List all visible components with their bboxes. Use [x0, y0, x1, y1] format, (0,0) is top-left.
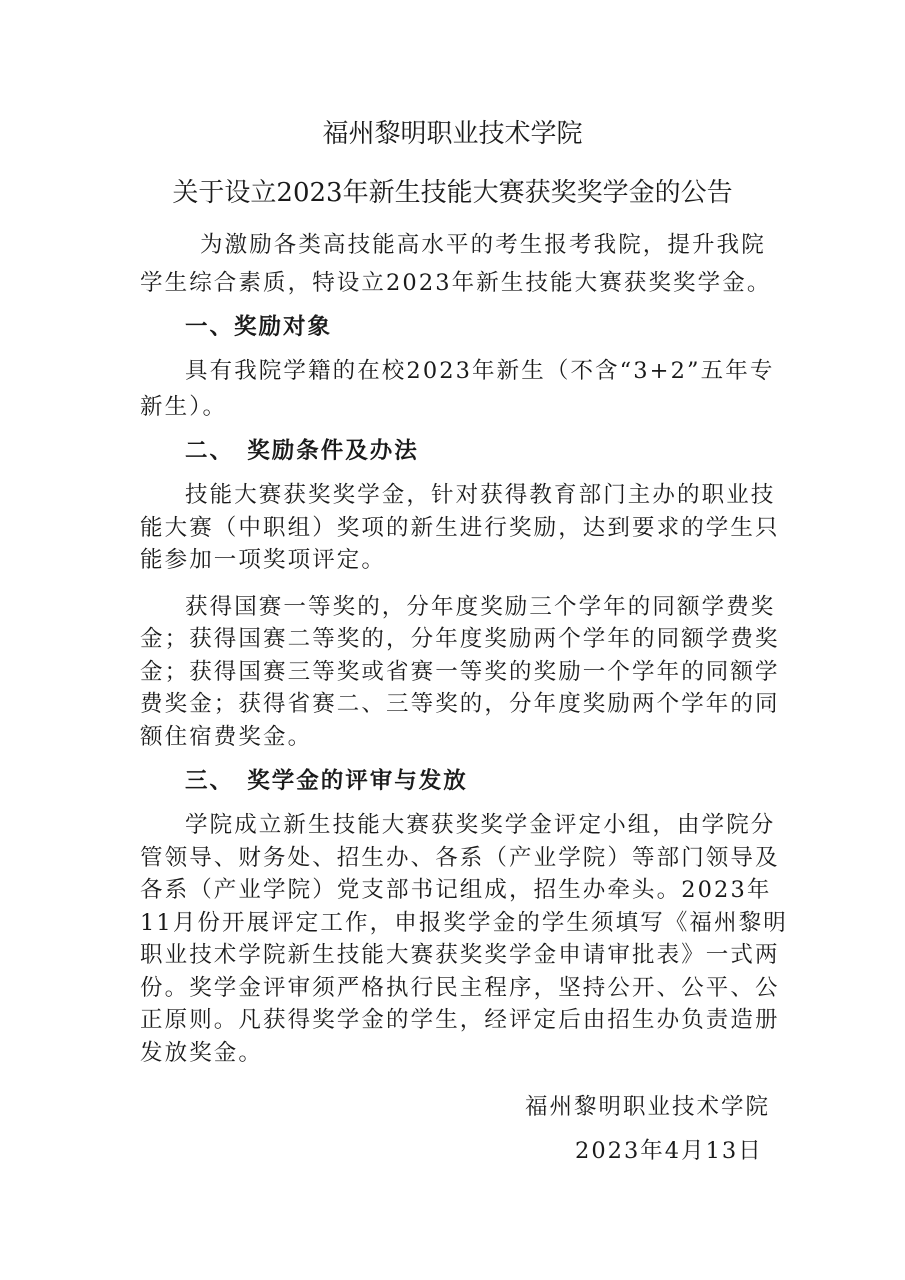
section-heading-2: 二、 奖励条件及办法 [185, 438, 419, 464]
section1-line-2: 新生）。 [140, 394, 228, 420]
section3-line-8: 发放奖金。 [140, 1040, 264, 1066]
section2-para2-line-5: 额住宿费奖金。 [140, 724, 313, 750]
section2-para2-line-1: 获得国赛一等奖的，分年度奖励三个学年的同额学费奖 [185, 594, 776, 620]
section3-line-5: 职业技术学院新生技能大赛获奖奖学金申请审批表》一式两 [140, 942, 780, 968]
section2-para1-line-2: 能大赛（中职组）奖项的新生进行奖励，达到要求的学生只 [140, 515, 780, 541]
section2-para1-line-3: 能参加一项奖项评定。 [140, 547, 387, 573]
section-heading-1: 一、奖励对象 [185, 314, 333, 340]
section3-line-4: 11月份开展评定工作，申报奖学金的学生须填写《福州黎明 [140, 910, 788, 936]
intro-line-1: 为激励各类高技能高水平的考生报考我院，提升我院 [200, 232, 766, 258]
signature-org: 福州黎明职业技术学院 [525, 1094, 771, 1120]
signature-date: 2023年4月13日 [575, 1138, 763, 1164]
section3-line-2: 管领导、财务处、招生办、各系（产业学院）等部门领导及 [140, 845, 780, 871]
document-title: 福州黎明职业技术学院 [322, 119, 583, 149]
section2-para2-line-3: 金；获得国赛三等奖或省赛一等奖的奖励一个学年的同额学 [140, 659, 780, 685]
section3-line-3: 各系（产业学院）党支部书记组成，招生办牵头。2023年 [140, 877, 772, 903]
section3-line-7: 正原则。凡获得奖学金的学生，经评定后由招生办负责造册 [140, 1007, 780, 1033]
section1-line-1: 具有我院学籍的在校2023年新生（不含“3+2”五年专 [185, 358, 775, 384]
section2-para1-line-1: 技能大赛获奖奖学金，针对获得教育部门主办的职业技 [185, 482, 776, 508]
intro-line-2: 学生综合素质，特设立2023年新生技能大赛获奖奖学金。 [140, 270, 772, 296]
document-subtitle: 关于设立2023年新生技能大赛获奖奖学金的公告 [172, 178, 733, 208]
section2-para2-line-2: 金；获得国赛二等奖的，分年度奖励两个学年的同额学费奖 [140, 626, 780, 652]
section3-line-1: 学院成立新生技能大赛获奖奖学金评定小组，由学院分 [185, 812, 776, 838]
section-heading-3: 三、 奖学金的评审与发放 [185, 768, 468, 794]
section3-line-6: 份。奖学金评审须严格执行民主程序，坚持公开、公平、公 [140, 975, 780, 1001]
section2-para2-line-4: 费奖金；获得省赛二、三等奖的，分年度奖励两个学年的同 [140, 691, 780, 717]
